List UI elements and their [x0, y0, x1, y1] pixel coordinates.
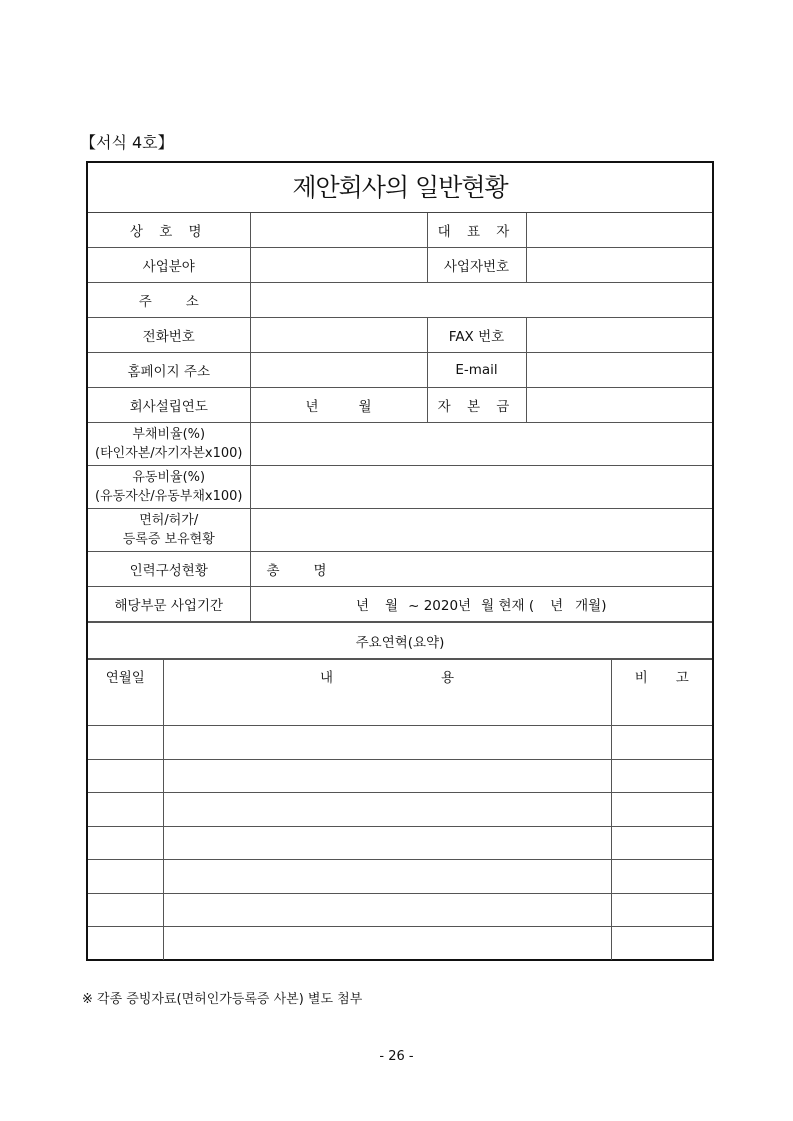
- history-date-header: 연월일: [88, 660, 163, 693]
- history-remark-cell[interactable]: [611, 726, 712, 760]
- phone-field[interactable]: [250, 318, 427, 353]
- history-date-cell[interactable]: [88, 893, 163, 927]
- business-reg-no-label: 사업자번호: [427, 248, 526, 283]
- capital-field[interactable]: [526, 388, 712, 423]
- table-row: [88, 693, 712, 726]
- table-row: [88, 860, 712, 894]
- history-content-cell[interactable]: [163, 726, 611, 760]
- history-remark-cell[interactable]: [611, 927, 712, 960]
- table-row: [88, 726, 712, 760]
- email-field[interactable]: [526, 353, 712, 388]
- founded-field[interactable]: 년 월: [250, 388, 427, 423]
- history-date-cell[interactable]: [88, 793, 163, 827]
- staff-label: 인력구성현황: [88, 552, 250, 587]
- history-date-cell[interactable]: [88, 726, 163, 760]
- staff-field[interactable]: 총 명: [250, 552, 712, 587]
- summary-header: 주요연혁(요약): [88, 623, 712, 659]
- table-row: [88, 759, 712, 793]
- history-remark-cell[interactable]: [611, 893, 712, 927]
- history-content-cell[interactable]: [163, 826, 611, 860]
- representative-label: 대 표 자: [427, 213, 526, 248]
- period-label: 해당부문 사업기간: [88, 587, 250, 622]
- representative-field[interactable]: [526, 213, 712, 248]
- business-field-label: 사업분야: [88, 248, 250, 283]
- table-row: [88, 826, 712, 860]
- liquidity-ratio-label: 유동비율(%) (유동자산/유동부채x100): [88, 466, 250, 509]
- history-content-cell[interactable]: [163, 893, 611, 927]
- history-rows: [88, 693, 712, 960]
- history-remark-cell[interactable]: [611, 826, 712, 860]
- history-date-cell[interactable]: [88, 693, 163, 726]
- history-date-cell[interactable]: [88, 759, 163, 793]
- attachment-note: ※ 각종 증빙자료(면허인가등록증 사본) 별도 첨부: [82, 992, 363, 1007]
- history-content-cell[interactable]: [163, 793, 611, 827]
- table-row: [88, 927, 712, 960]
- form-title: 제안회사의 일반현황: [88, 163, 712, 213]
- history-content-cell[interactable]: [163, 693, 611, 726]
- phone-label: 전화번호: [88, 318, 250, 353]
- address-label: 주 소: [88, 283, 250, 318]
- summary-header-table: [88, 622, 712, 659]
- company-name-label: 상 호 명: [88, 213, 250, 248]
- history-content-header: 내 용: [163, 660, 611, 693]
- form-number-label: 【서식 4호】: [80, 133, 174, 152]
- history-remark-cell[interactable]: [611, 793, 712, 827]
- founded-label: 회사설립연도: [88, 388, 250, 423]
- page-number: - 26 -: [379, 1049, 414, 1064]
- history-remark-cell[interactable]: [611, 693, 712, 726]
- business-reg-no-field[interactable]: [526, 248, 712, 283]
- period-field[interactable]: 년 월 ~ 2020년 월 현재 ( 년 개월): [250, 587, 712, 622]
- fax-field[interactable]: [526, 318, 712, 353]
- liquidity-ratio-field[interactable]: [250, 466, 712, 509]
- history-content-cell[interactable]: [163, 860, 611, 894]
- history-remark-cell[interactable]: [611, 860, 712, 894]
- history-date-cell[interactable]: [88, 826, 163, 860]
- history-content-cell[interactable]: [163, 927, 611, 960]
- capital-label: 자 본 금: [427, 388, 526, 423]
- history-table: [88, 659, 712, 960]
- email-label: E-mail: [427, 353, 526, 388]
- company-name-field[interactable]: [250, 213, 427, 248]
- homepage-label: 홈페이지 주소: [88, 353, 250, 388]
- table-row: [88, 893, 712, 927]
- history-remark-cell[interactable]: [611, 759, 712, 793]
- company-overview-form: [86, 161, 714, 961]
- table-row: [88, 793, 712, 827]
- license-field[interactable]: [250, 509, 712, 552]
- history-date-cell[interactable]: [88, 927, 163, 960]
- homepage-field[interactable]: [250, 353, 427, 388]
- company-info-table: [88, 213, 712, 622]
- license-label: 면허/허가/ 등록증 보유현황: [88, 509, 250, 552]
- fax-label: FAX 번호: [427, 318, 526, 353]
- history-date-cell[interactable]: [88, 860, 163, 894]
- history-content-cell[interactable]: [163, 759, 611, 793]
- address-field[interactable]: [250, 283, 712, 318]
- debt-ratio-field[interactable]: [250, 423, 712, 466]
- business-field-field[interactable]: [250, 248, 427, 283]
- history-remark-header: 비 고: [611, 660, 712, 693]
- debt-ratio-label: 부채비율(%) (타인자본/자기자본x100): [88, 423, 250, 466]
